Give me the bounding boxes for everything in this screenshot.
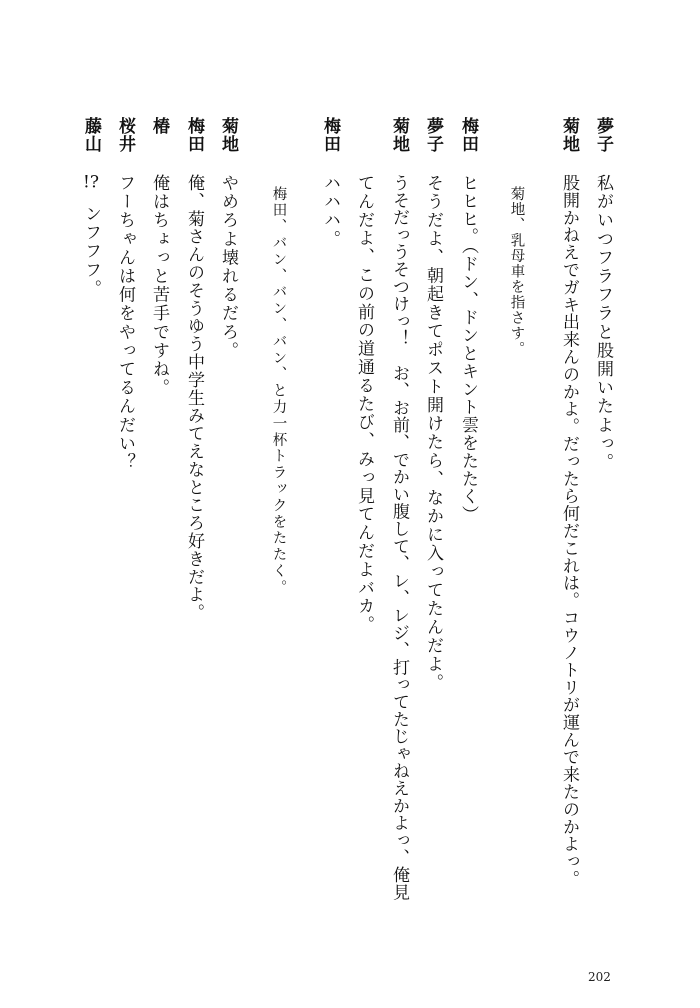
dialogue-line: 俺はちょっと苦手ですね。 [149, 174, 169, 398]
dialogue-line: やめろよ壊れるだろ。 [218, 174, 238, 360]
dialogue-text: ンフフフ。 [81, 205, 101, 298]
speaker-kikuchi-1: 菊地 [559, 117, 579, 153]
speaker-sakurai: 桜井 [115, 117, 135, 153]
dialogue-line: そうだよ、朝起きてポスト開けたら、なかに入ってたんだよ。 [423, 174, 443, 692]
speaker-umeda-3: 梅田 [184, 117, 204, 153]
speaker-umeda-2: 梅田 [320, 117, 340, 153]
dialogue-line: フーちゃんは何をやってるんだい？ [115, 174, 135, 472]
speaker-yumeko-1: 夢子 [593, 117, 613, 153]
speaker-tsubaki: 椿 [149, 117, 169, 135]
speaker-umeda-1: 梅田 [458, 117, 478, 153]
speaker-kikuchi-2: 菊地 [389, 117, 409, 153]
dialogue-line: ハハハ。 [320, 174, 340, 249]
page-number: 202 [588, 970, 611, 984]
stage-direction: 梅田、バン、バン、バン、と力一杯トラックをたたく。 [270, 186, 287, 596]
dialogue-line [82, 174, 99, 298]
dialogue-line: 俺、菊さんのそうゆう中学生みてえなところ好きだよ。 [184, 174, 204, 622]
exclamation-mark: !? [83, 174, 99, 191]
dialogue-line: うそだっうそつけっ！ お、お前、でかい腹して、レ、レジ、打ってたじゃねえかよっ、俺見 [389, 174, 409, 901]
speaker-yumeko-2: 夢子 [423, 117, 443, 153]
dialogue-line-continued: てんだよ、この前の道通るたび、みっ見てんだよバカ。 [354, 174, 374, 634]
dialogue-line: ヒヒヒ。（ドン、ドンとキント雲をたたく） [458, 174, 478, 524]
speaker-kikuchi-3: 菊地 [218, 117, 238, 153]
speaker-fujiyama: 藤山 [81, 117, 101, 153]
dialogue-line: 股開かねえでガキ出来んのかよ。だったら何だこれは。コウノトリが運んで来たのかよっ。 [559, 174, 579, 888]
stage-direction: 菊地、乳母車を指さす。 [508, 186, 525, 357]
dialogue-line: 私がいつフラフラと股開いたよっ。 [593, 174, 613, 472]
